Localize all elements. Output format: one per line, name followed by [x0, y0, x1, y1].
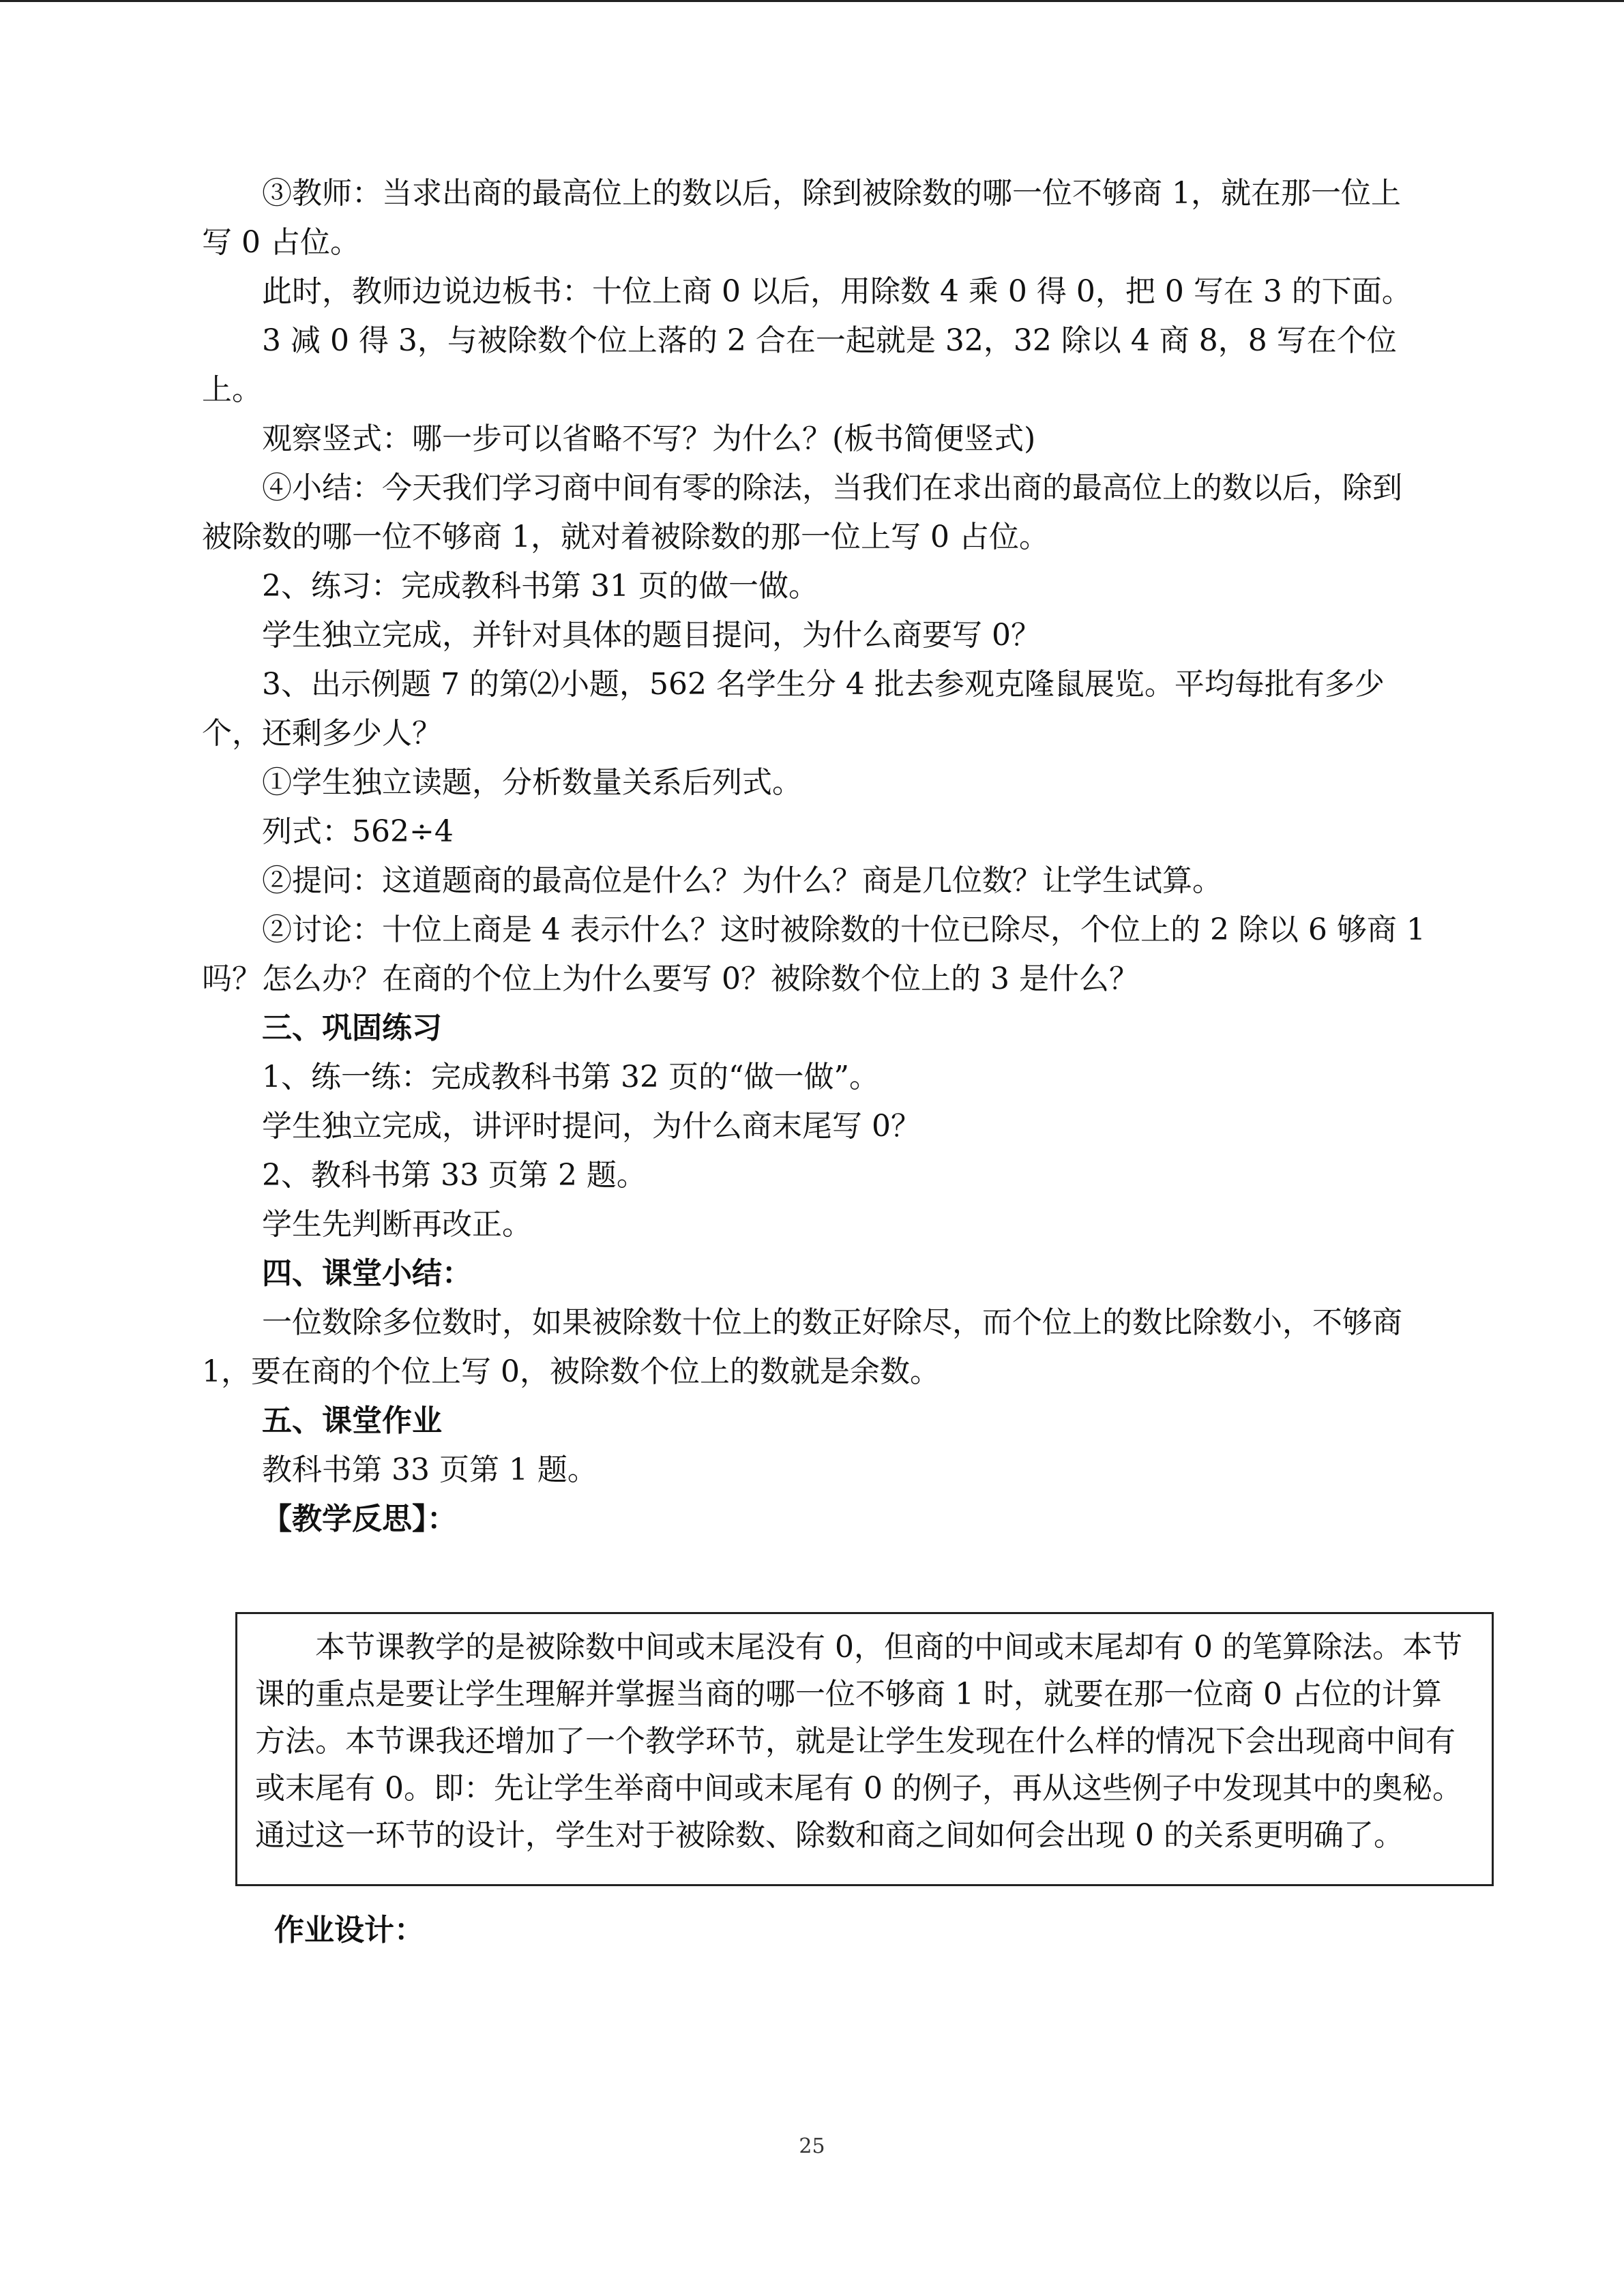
paragraph-board-writing: 此时，教师边说边板书：十位上商 0 以后，用除数 4 乘 0 得 0，把 0 写在 3 的下面。	[262, 274, 1412, 309]
paragraph-review-question: 学生独立完成，讲评时提问，为什么商末尾写 0？	[262, 1109, 921, 1144]
paragraph-exercise-one: 1、练一练：完成教科书第 32 页的“做一做”。	[262, 1060, 879, 1094]
paragraph-exercise-two: 2、教科书第 33 页第 2 题。	[262, 1158, 647, 1193]
paragraph-example-seven: 3、出示例题 7 的第⑵小题，562 名学生分 4 批去参观克隆鼠展览。平均每批有多少个，还剩多少人？	[202, 667, 1385, 751]
paragraph-discussion: ②讨论：十位上商是 4 表示什么？这时被除数的十位已除尽，个位上的 2 除以 6 够商 1 吗？怎么办？在商的个位上为什么要写 0？被除数个位上的 3 是什么？	[202, 912, 1426, 996]
reflection-text: 本节课教学的是被除数中间或末尾没有 0，但商的中间或末尾却有 0 的笔算除法。本节课的重点是要让学生理解并掌握当商的哪一位不够商 1 时，就要在那一位商 0 占位的计算方法。本节课我还增加了一个教学环节，就是让学生发现在什么样的情况下会出现商中间有或末尾有 0。即：先让学生举商中间或末尾有 0 的例子，再从这些例子中发现其中的奥秘。通过这一环节的设计，学生对于被除数、除数和商之间如何会出现 0 的关系更明确了。	[255, 1630, 1462, 1853]
paragraph-observe-vertical: 观察竖式：哪一步可以省略不写？为什么？(板书简便竖式)	[262, 421, 1036, 456]
homework-design-label: 作业设计：	[274, 1913, 424, 1948]
paragraph-independent-work: 学生独立完成，并针对具体的题目提问，为什么商要写 0？	[262, 618, 1041, 653]
paragraph-summary: ④小结：今天我们学习商中间有零的除法，当我们在求出商的最高位上的数以后，除到被除数的哪一位不够商 1，就对着被除数的那一位上写 0 占位。	[202, 471, 1402, 554]
paragraph-subtraction-step: 3 减 0 得 3，与被除数个位上落的 2 合在一起就是 32，32 除以 4 商 8，8 写在个位上。	[202, 323, 1397, 407]
paragraph-classwork-task: 教科书第 33 页第 1 题。	[262, 1452, 597, 1487]
paragraph-summary-rule: 一位数除多位数时，如果被除数十位上的数正好除尽，而个位上的数比除数小，不够商 1，要在商的个位上写 0，被除数个位上的数就是余数。	[202, 1305, 1402, 1389]
paragraph-read-problem: ①学生独立读题，分析数量关系后列式。	[262, 765, 802, 800]
top-border-rule	[0, 0, 1624, 2]
paragraph-teacher-explanation: ③教师：当求出商的最高位上的数以后，除到被除数的哪一位不够商 1，就在那一位上写 0 占位。	[202, 176, 1401, 260]
paragraph-question: ②提问：这道题商的最高位是什么？为什么？商是几位数？让学生试算。	[262, 863, 1222, 898]
reflection-box	[235, 1612, 1494, 1886]
section-heading-classwork: 五、课堂作业	[262, 1403, 442, 1438]
section-heading-class-summary: 四、课堂小结：	[262, 1256, 472, 1291]
paragraph-judge-correct: 学生先判断再改正。	[262, 1207, 532, 1242]
paragraph-practice: 2、练习：完成教科书第 31 页的做一做。	[262, 569, 818, 603]
document-body	[202, 169, 1430, 1544]
section-heading-reflection: 【教学反思】：	[262, 1502, 457, 1536]
section-heading-consolidation: 三、巩固练习	[262, 1011, 442, 1045]
page-number: 25	[799, 2134, 825, 2158]
paragraph-equation: 列式：562÷4	[262, 814, 454, 849]
